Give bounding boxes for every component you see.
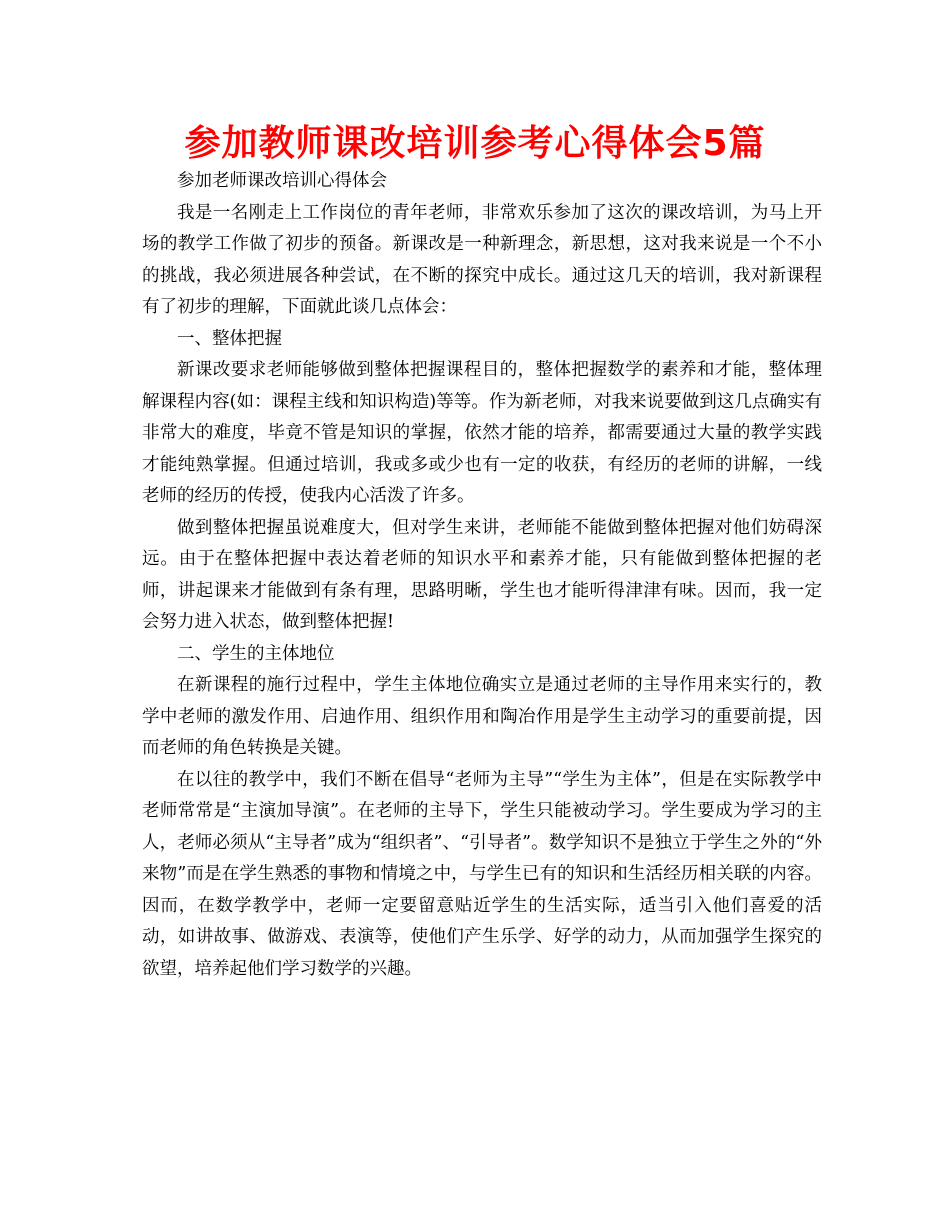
document-title: 参加教师课改培训参考心得体会5篇 <box>184 123 766 164</box>
paragraph-intro: 我是一名刚走上工作岗位的青年老师，非常欢乐参加了这次的课改培训，为马上开场的教学工作做了初步的预备。新课改是一种新理念，新思想，这对我来说是一个不小的挑战，我必须进展各种尝试，在不断的探究中成长。通过这几天的培训，我对新课程有了初步的理解，下面就此谈几点体会： <box>142 202 822 317</box>
paragraph: 新课改要求老师能够做到整体把握课程目的，整体把握数学的素养和才能，整体理解课程内容(如：课程主线和知识构造)等等。作为新老师，对我来说要做到这几点确实有非常大的难度，毕竟不管是知识的掌握，依然才能的培养，都需要通过大量的教学实践才能纯熟掌握。但通过培训，我或多或少也有一定的收获，有经历的老师的讲解，一线老师的经历的传授，使我内心活泼了许多。 <box>142 360 822 506</box>
section-heading-1: 一、整体把握 <box>177 328 282 349</box>
document-subtitle: 参加老师课改培训心得体会 <box>177 171 387 191</box>
paragraph: 做到整体把握虽说难度大，但对学生来讲，老师能不能做到整体把握对他们妨碍深远。由于在整体把握中表达着老师的知识水平和素养才能，只有能做到整体把握的老师，讲起课来才能做到有条有理，思路明晰，学生也才能听得津津有味。因而，我一定会努力进入状态，做到整体把握! <box>142 517 822 632</box>
document-body <box>142 166 822 985</box>
paragraph: 在新课程的施行过程中，学生主体地位确实立是通过老师的主导作用来实行的，教学中老师的激发作用、启迪作用、组织作用和陶冶作用是学生主动学习的重要前提，因而老师的角色转换是关键。 <box>142 675 822 758</box>
section-heading-2: 二、学生的主体地位 <box>177 643 335 664</box>
paragraph: 在以往的教学中，我们不断在倡导“老师为主导”“学生为主体”，但是在实际教学中老师常常是“主演加导演”。在老师的主导下，学生只能被动学习。学生要成为学习的主人，老师必须从“主导者”成为“组织者”、“引导者”。数学知识不是独立于学生之外的“外来物”而是在学生熟悉的事物和情境之中，与学生已有的知识和生活经历相关联的内容。因而，在数学教学中，老师一定要留意贴近学生的生活实际，适当引入他们喜爱的活动，如讲故事、做游戏、表演等，使他们产生乐学、好学的动力，从而加强学生探究的欲望，培养起他们学习数学的兴趣。 <box>142 769 822 979</box>
